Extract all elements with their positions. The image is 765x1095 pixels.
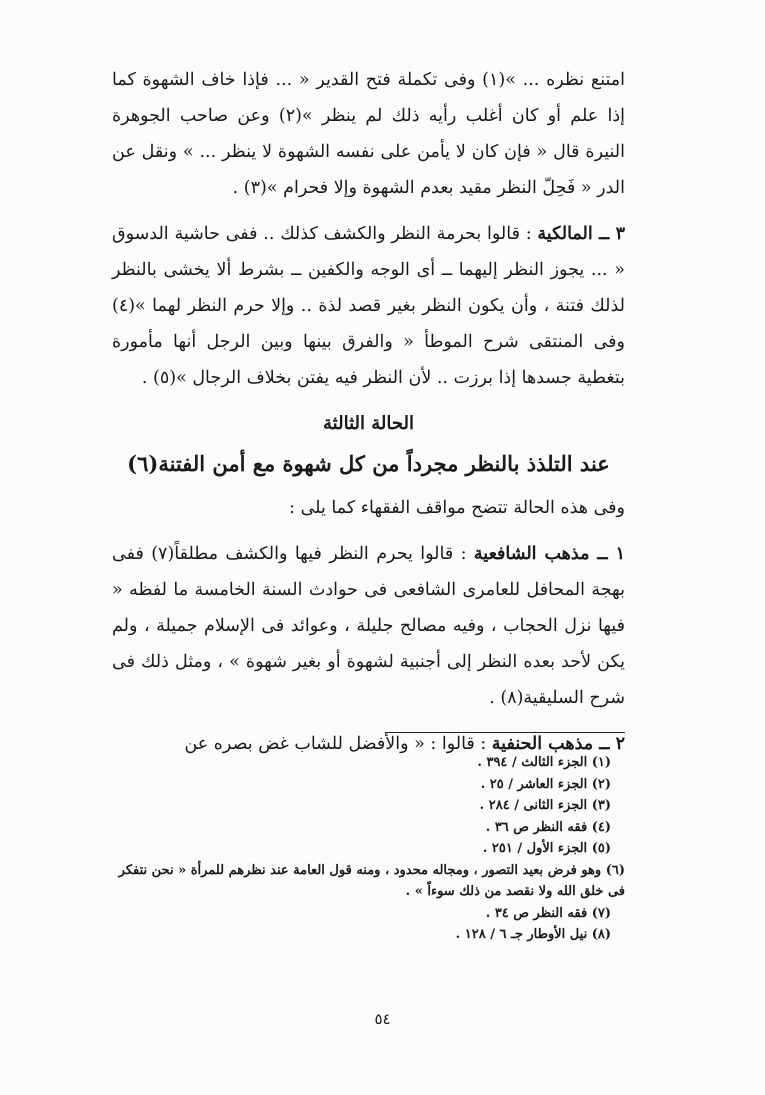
paragraph-lead: ٣ ــ المالكية: [537, 224, 625, 244]
footnotes: [112, 752, 625, 946]
paragraph-lead: ١ ــ مذهب الشافعية: [473, 544, 625, 564]
footnote: (٢) الجزء العاشر / ٢٥ .: [480, 776, 611, 792]
footnote-divider: [385, 732, 625, 733]
paragraph-text: : قالوا بحرمة النظر والكشف كذلك .. ففى حاشية الدسوق « ... يجوز النظر إليهما ــ أى الوجه والكفين ــ بشرط ألا يخشى بالنظر لذلك فتنة ، وأن يكون النظر بغير قصد لذة .. وإلا حرم النظر لهما »(٤) وفى المنتقى شرح الموطأ « والفرق بينها وبين الرجل أنها مأمورة بتغطية جسدها إذا برزت .. لأن النظر فيه يفتن بخلاف الرجال »(٥) .: [112, 224, 625, 388]
footnote: (٥) الجزء الأول / ٢٥١ .: [482, 841, 611, 856]
intro-line: وفى هذه الحالة تتضح مواقف الفقهاء كما يلى :: [289, 498, 625, 518]
paragraph-lead: ٢ ــ مذهب الحنفية: [491, 734, 625, 754]
footnote: (٧) فقه النظر ص ٣٤ .: [485, 905, 611, 921]
paragraph-hanafi-continued: امتنع نظره ... »(١) وفى تكملة فتح القدير « ... فإذا خاف الشهوة كما إذا علم أو كان أغلب رأيه ذلك لم ينظر »(٢) وعن صاحب الجوهرة النيرة قال « فإن كان لا يأمن على نفسه الشهوة لا ينظر ... » ونقل عن الدر « فَحِلّ النظر مقيد بعدم الشهوة وإلا فحرام »(٣) .: [112, 70, 625, 198]
footnote: (٦) وهو فرض بعيد التصور ، ومجاله محدود ، ومنه قول العامة عند نظرهم للمرأة « نحن نتفكر فى خلق الله ولا نقصد من ذلك سوءاً » .: [118, 862, 625, 899]
paragraph-text: : قالوا يحرم النظر فيها والكشف مطلقاً(٧) ففى بهجة المحافل للعامرى الشافعى فى حوادث السنة الخامسة ما لفظه « فيها نزل الحجاب ، وفيه مصالح جليلة ، وعوائد فى الإسلام جميلة ، ولم يكن لأحد بعده النظر إلى أجنبية لشهوة أو بغير شهوة » ، ومثل ذلك فى شرح السليقية(٨) .: [112, 544, 625, 708]
footnote: (١) الجزء الثالث / ٣٩٤ .: [477, 755, 611, 770]
footnote: (٨) نيل الأوطار جـ ٦ / ١٢٨ .: [455, 927, 611, 942]
footnote: (٣) الجزء الثانى / ٢٨٤ .: [479, 798, 611, 813]
main-text: [112, 62, 625, 772]
paragraph-maliki: [112, 216, 625, 396]
section-title: عند التلذذ بالنظر مجرداً من كل شهوة مع أمن الفتنة(٦): [127, 451, 610, 476]
paragraph-shafii: [112, 536, 625, 716]
section-heading: الحالة الثالثة: [323, 413, 414, 434]
paragraph-text: : قالوا : « والأفضل للشاب غض بصره عن: [184, 734, 492, 754]
footnote: (٤) فقه النظر ص ٣٦ .: [485, 819, 611, 835]
page-number: ٥٤: [374, 1010, 391, 1028]
